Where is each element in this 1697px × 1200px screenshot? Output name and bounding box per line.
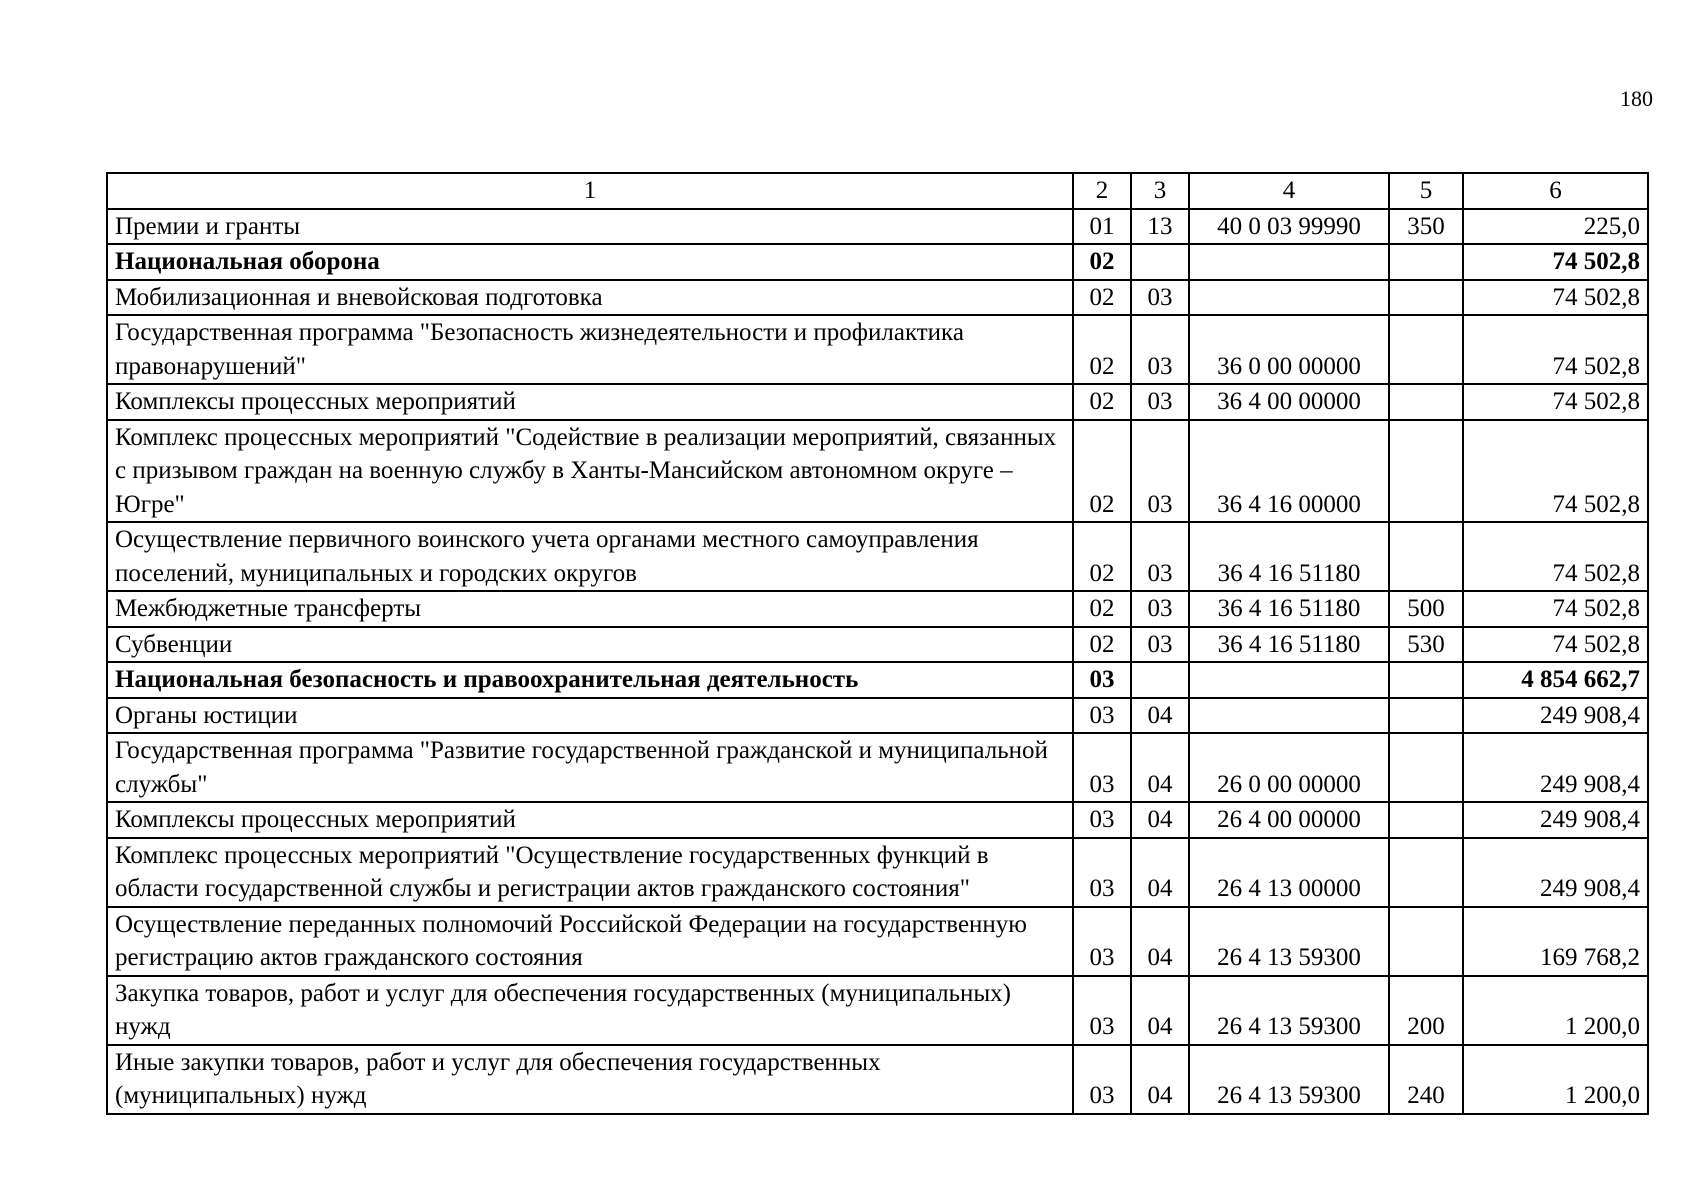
row-sum-cell: 74 502,8 <box>1463 244 1648 280</box>
row-expense-type-cell <box>1389 698 1463 734</box>
row-target-article-cell <box>1189 662 1389 698</box>
row-expense-type-cell <box>1389 244 1463 280</box>
row-target-article-cell: 26 4 13 59300 <box>1189 976 1389 1045</box>
row-target-article-cell: 26 4 13 59300 <box>1189 1045 1389 1114</box>
row-target-article-cell: 26 0 00 00000 <box>1189 733 1389 802</box>
row-sum-cell: 74 502,8 <box>1463 591 1648 627</box>
row-subsection-cell: 04 <box>1131 733 1189 802</box>
row-section-cell: 03 <box>1073 976 1131 1045</box>
row-sum-cell: 1 200,0 <box>1463 1045 1648 1114</box>
row-sum-cell: 169 768,2 <box>1463 907 1648 976</box>
row-name-cell: Комплексы процессных мероприятий <box>107 384 1073 420</box>
header-cell-target-article: 4 <box>1189 173 1389 209</box>
row-expense-type-cell <box>1389 662 1463 698</box>
row-target-article-cell: 26 4 13 00000 <box>1189 838 1389 907</box>
table-row <box>107 420 1648 523</box>
header-cell-sum: 6 <box>1463 173 1648 209</box>
row-subsection-cell: 04 <box>1131 976 1189 1045</box>
row-target-article-cell <box>1189 698 1389 734</box>
row-section-cell: 01 <box>1073 209 1131 245</box>
table-row <box>107 209 1648 245</box>
row-expense-type-cell <box>1389 838 1463 907</box>
row-target-article-cell: 26 4 13 59300 <box>1189 907 1389 976</box>
row-subsection-cell: 03 <box>1131 384 1189 420</box>
row-sum-cell: 74 502,8 <box>1463 627 1648 663</box>
row-sum-cell: 74 502,8 <box>1463 315 1648 384</box>
row-subsection-cell: 04 <box>1131 802 1189 838</box>
row-expense-type-cell <box>1389 384 1463 420</box>
row-sum-cell: 4 854 662,7 <box>1463 662 1648 698</box>
row-subsection-cell <box>1131 662 1189 698</box>
table-row <box>107 1045 1648 1114</box>
row-name-cell: Закупка товаров, работ и услуг для обеспечения государственных (муниципальных) нужд <box>107 976 1073 1045</box>
row-section-cell: 02 <box>1073 280 1131 316</box>
table-row <box>107 244 1648 280</box>
table-row <box>107 591 1648 627</box>
page-number: 180 <box>1620 86 1653 111</box>
row-expense-type-cell: 240 <box>1389 1045 1463 1114</box>
table-row <box>107 662 1648 698</box>
row-name-cell: Комплекс процессных мероприятий "Содействие в реализации мероприятий, связанных с призывом граждан на военную службу в Ханты-Мансийском автономном округе – Югре" <box>107 420 1073 523</box>
row-name-cell: Комплекс процессных мероприятий "Осуществление государственных функций в области государственной службы и регистрации актов гражданского состояния" <box>107 838 1073 907</box>
row-sum-cell: 249 908,4 <box>1463 698 1648 734</box>
row-subsection-cell: 03 <box>1131 522 1189 591</box>
table-row <box>107 838 1648 907</box>
table-row <box>107 627 1648 663</box>
row-name-cell: Органы юстиции <box>107 698 1073 734</box>
row-expense-type-cell: 200 <box>1389 976 1463 1045</box>
row-expense-type-cell <box>1389 280 1463 316</box>
row-expense-type-cell <box>1389 907 1463 976</box>
row-subsection-cell: 03 <box>1131 627 1189 663</box>
table-row <box>107 522 1648 591</box>
table-row <box>107 698 1648 734</box>
row-sum-cell: 249 908,4 <box>1463 838 1648 907</box>
row-expense-type-cell <box>1389 315 1463 384</box>
budget-table <box>106 172 1649 1115</box>
row-section-cell: 03 <box>1073 733 1131 802</box>
row-name-cell: Субвенции <box>107 627 1073 663</box>
row-expense-type-cell <box>1389 733 1463 802</box>
row-subsection-cell <box>1131 244 1189 280</box>
row-expense-type-cell: 530 <box>1389 627 1463 663</box>
row-target-article-cell: 40 0 03 99990 <box>1189 209 1389 245</box>
row-target-article-cell: 36 4 16 51180 <box>1189 591 1389 627</box>
row-subsection-cell: 04 <box>1131 1045 1189 1114</box>
row-section-cell: 03 <box>1073 698 1131 734</box>
row-name-cell: Государственная программа "Безопасность жизнедеятельности и профилактика правонарушений" <box>107 315 1073 384</box>
table-row <box>107 907 1648 976</box>
row-subsection-cell: 04 <box>1131 907 1189 976</box>
row-name-cell: Государственная программа "Развитие государственной гражданской и муниципальной службы" <box>107 733 1073 802</box>
row-name-cell: Осуществление первичного воинского учета органами местного самоуправления поселений, муниципальных и городских округов <box>107 522 1073 591</box>
row-section-cell: 02 <box>1073 244 1131 280</box>
row-subsection-cell: 13 <box>1131 209 1189 245</box>
row-target-article-cell: 36 0 00 00000 <box>1189 315 1389 384</box>
row-target-article-cell: 36 4 16 51180 <box>1189 522 1389 591</box>
row-target-article-cell <box>1189 280 1389 316</box>
header-cell-section: 2 <box>1073 173 1131 209</box>
row-section-cell: 02 <box>1073 384 1131 420</box>
row-sum-cell: 249 908,4 <box>1463 802 1648 838</box>
row-target-article-cell: 36 4 00 00000 <box>1189 384 1389 420</box>
table-row <box>107 280 1648 316</box>
row-section-cell: 03 <box>1073 907 1131 976</box>
row-section-cell: 03 <box>1073 802 1131 838</box>
row-target-article-cell: 26 4 00 00000 <box>1189 802 1389 838</box>
row-expense-type-cell: 500 <box>1389 591 1463 627</box>
row-name-cell: Межбюджетные трансферты <box>107 591 1073 627</box>
table-row <box>107 315 1648 384</box>
row-sum-cell: 74 502,8 <box>1463 384 1648 420</box>
row-name-cell: Национальная безопасность и правоохранительная деятельность <box>107 662 1073 698</box>
row-expense-type-cell <box>1389 522 1463 591</box>
header-cell-subsection: 3 <box>1131 173 1189 209</box>
row-name-cell: Мобилизационная и вневойсковая подготовка <box>107 280 1073 316</box>
row-sum-cell: 74 502,8 <box>1463 280 1648 316</box>
table-row <box>107 384 1648 420</box>
row-section-cell: 02 <box>1073 315 1131 384</box>
row-subsection-cell: 03 <box>1131 591 1189 627</box>
row-sum-cell: 74 502,8 <box>1463 420 1648 523</box>
table-row <box>107 976 1648 1045</box>
row-section-cell: 03 <box>1073 662 1131 698</box>
row-subsection-cell: 04 <box>1131 698 1189 734</box>
row-expense-type-cell <box>1389 802 1463 838</box>
row-sum-cell: 74 502,8 <box>1463 522 1648 591</box>
row-target-article-cell: 36 4 16 00000 <box>1189 420 1389 523</box>
table-row <box>107 733 1648 802</box>
row-name-cell: Иные закупки товаров, работ и услуг для обеспечения государственных (муниципальных) нужд <box>107 1045 1073 1114</box>
table-row <box>107 802 1648 838</box>
budget-table-body <box>107 173 1648 1114</box>
row-section-cell: 02 <box>1073 420 1131 523</box>
header-cell-expense-type: 5 <box>1389 173 1463 209</box>
row-target-article-cell <box>1189 244 1389 280</box>
row-name-cell: Осуществление переданных полномочий Российской Федерации на государственную регистрацию актов гражданского состояния <box>107 907 1073 976</box>
row-name-cell: Премии и гранты <box>107 209 1073 245</box>
table-header-row <box>107 173 1648 209</box>
row-subsection-cell: 03 <box>1131 280 1189 316</box>
row-expense-type-cell <box>1389 420 1463 523</box>
row-section-cell: 03 <box>1073 838 1131 907</box>
row-name-cell: Комплексы процессных мероприятий <box>107 802 1073 838</box>
row-sum-cell: 225,0 <box>1463 209 1648 245</box>
row-sum-cell: 249 908,4 <box>1463 733 1648 802</box>
row-name-cell: Национальная оборона <box>107 244 1073 280</box>
row-subsection-cell: 03 <box>1131 420 1189 523</box>
row-section-cell: 02 <box>1073 591 1131 627</box>
row-section-cell: 02 <box>1073 627 1131 663</box>
row-sum-cell: 1 200,0 <box>1463 976 1648 1045</box>
row-section-cell: 03 <box>1073 1045 1131 1114</box>
row-subsection-cell: 03 <box>1131 315 1189 384</box>
header-cell-name: 1 <box>107 173 1073 209</box>
row-expense-type-cell: 350 <box>1389 209 1463 245</box>
row-section-cell: 02 <box>1073 522 1131 591</box>
row-subsection-cell: 04 <box>1131 838 1189 907</box>
row-target-article-cell: 36 4 16 51180 <box>1189 627 1389 663</box>
